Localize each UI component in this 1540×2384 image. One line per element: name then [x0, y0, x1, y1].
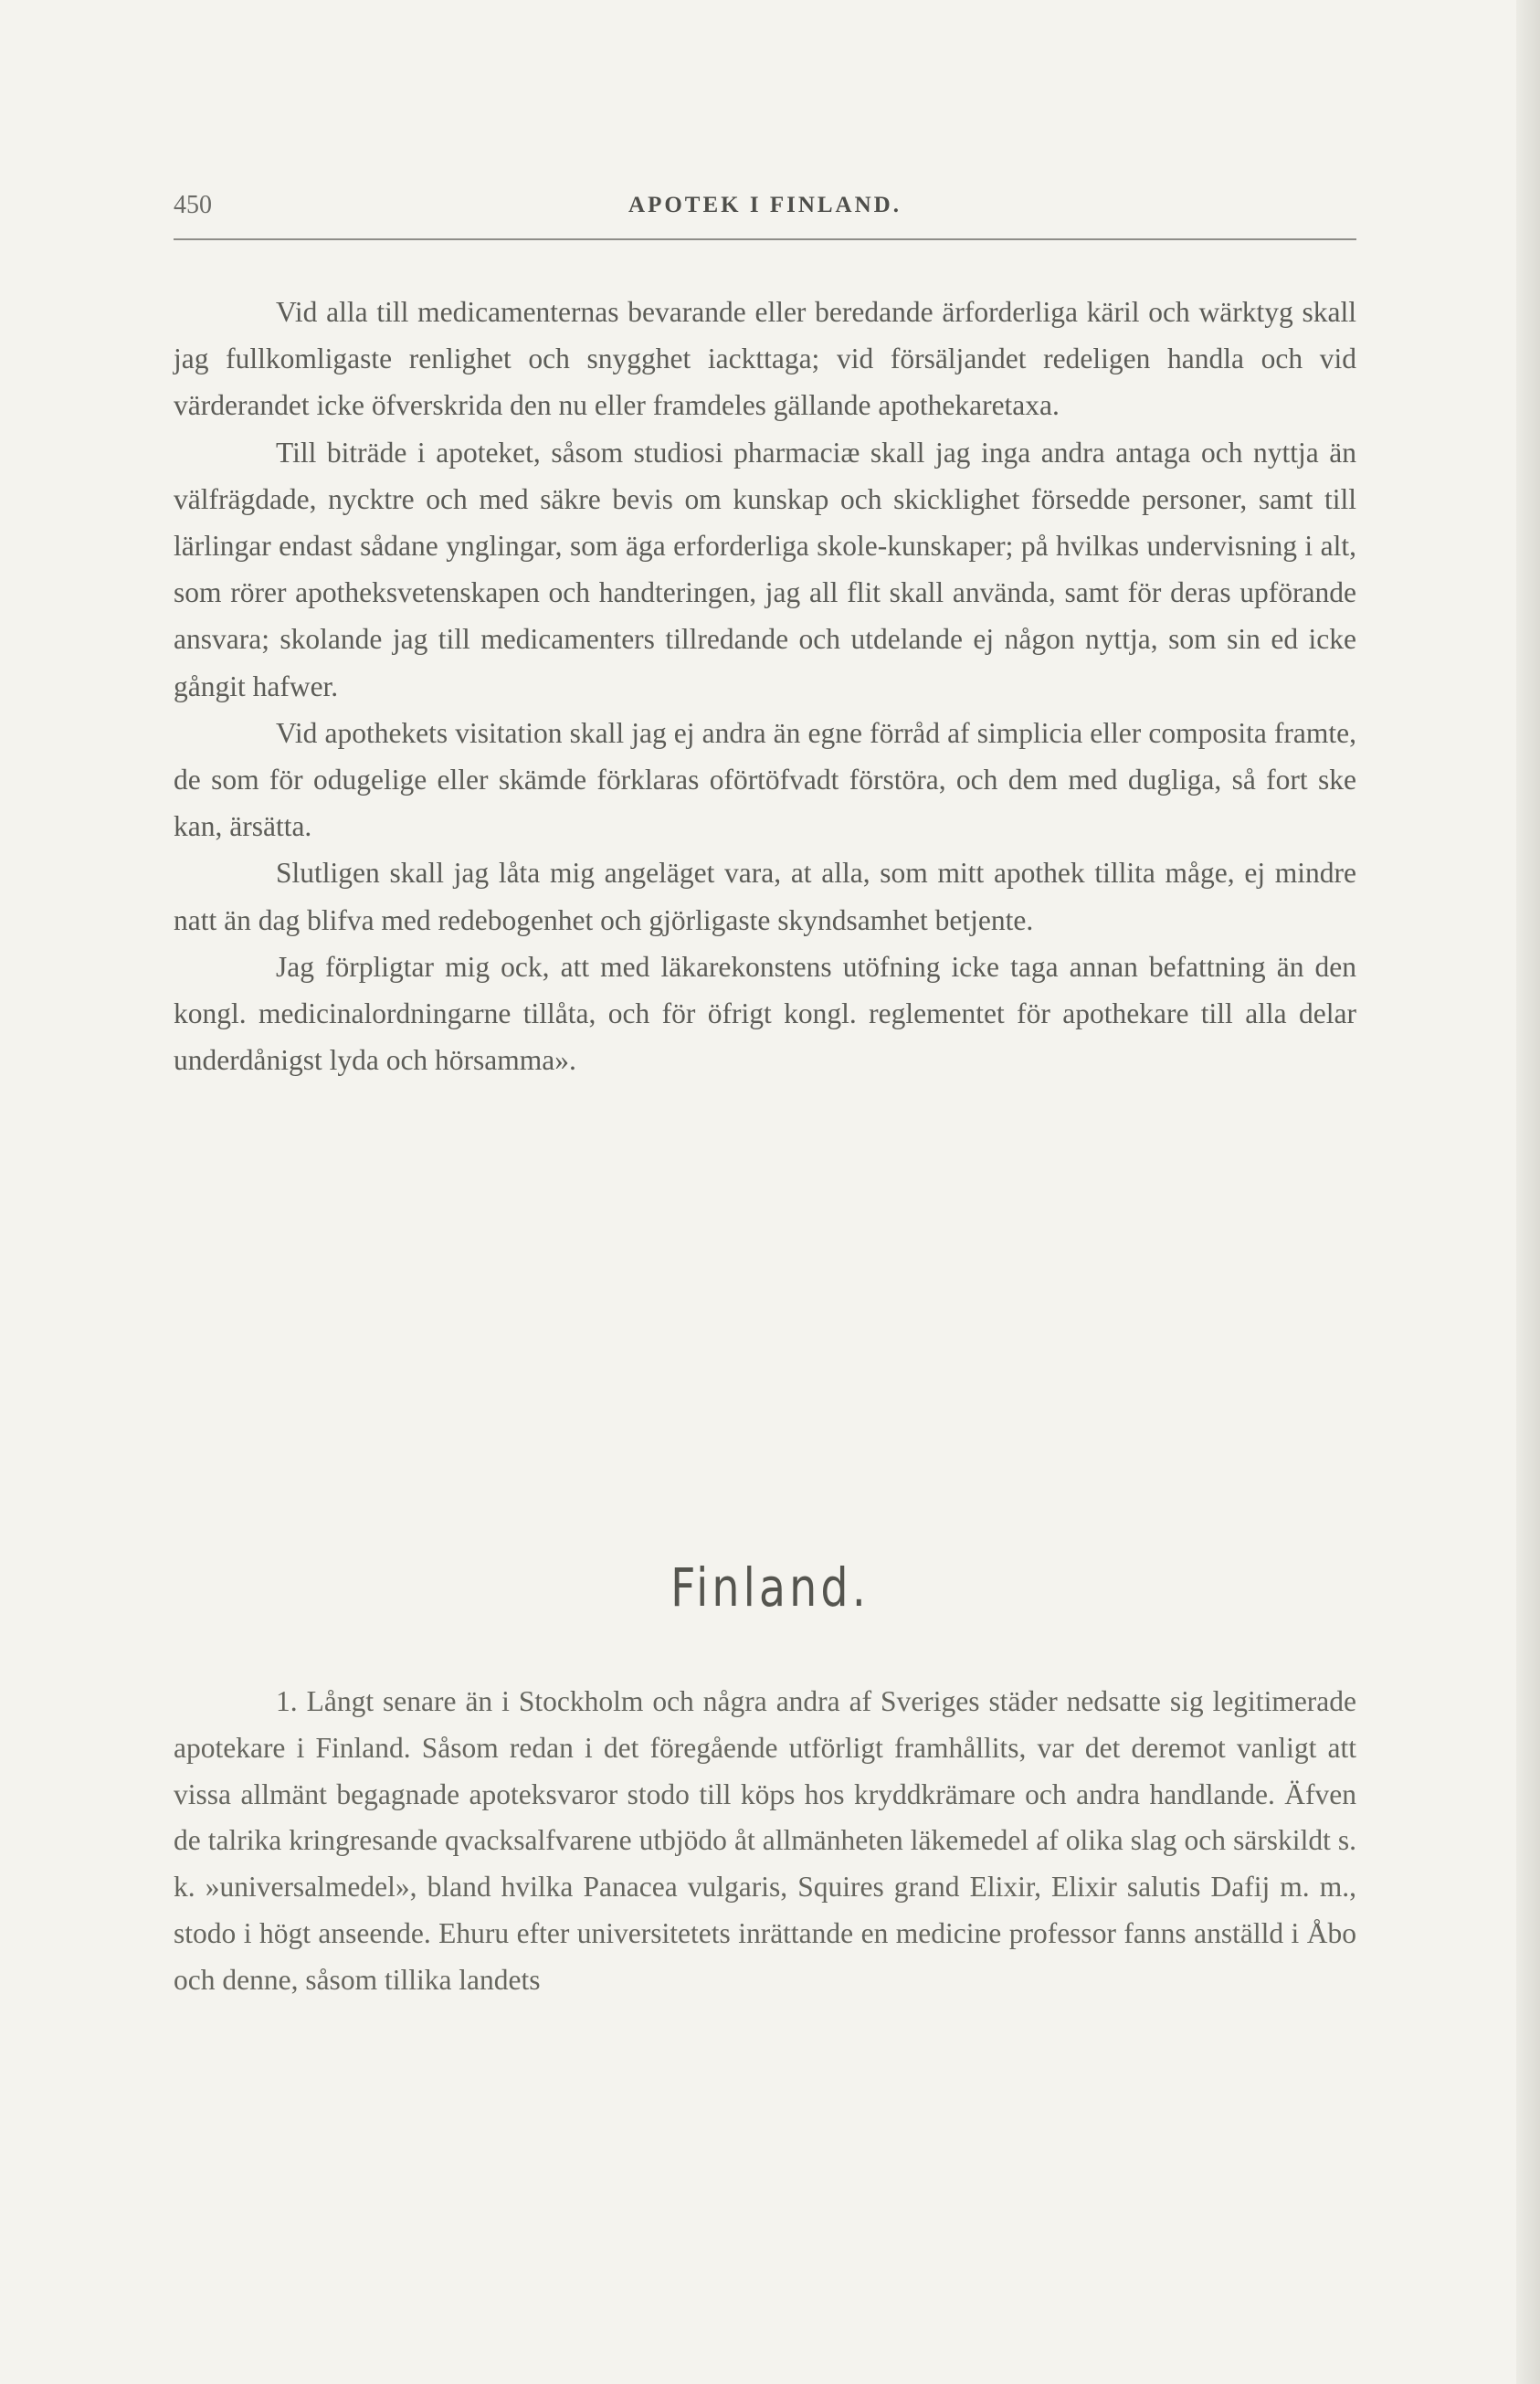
lower-text-block: [174, 1679, 1356, 2004]
page-edge-shadow: [1516, 0, 1540, 2384]
page-header: [174, 187, 1356, 240]
paragraph: Till biträde i apoteket, såsom studiosi pharmaciæ skall jag inga andra antaga och nyttja än välfrägdade, nycktre och med säkre bevis om kunskap och skicklighet försedde personer, samt till lärlingar endast sådane ynglingar, som äga erforderliga skole-kunskaper; på hvilkas undervisning i alt, som rörer apotheksvetenskapen och handteringen, jag all flit skall använda, samt för deras upförande ansvara; skolande jag till medicamenters tillredande och utdelande ej någon nyttja, som sin ed icke gångit hafwer.: [174, 436, 1356, 702]
paragraph: Slutligen skall jag låta mig angeläget vara, at alla, som mitt apothek tillita måge, ej mindre natt än dag blifva med redebogenhet och gjörligaste skyndsamhet betjente.: [174, 857, 1356, 936]
paragraph: 1. Långt senare än i Stockholm och några andra af Sveriges städer nedsatte sig legitimerade apotekare i Finland. Såsom redan i det föregående utförligt framhållits, var det deremot vanligt att vissa allmänt begagnade apoteksvaror stodo till köps hos kryddkrämare och andra handlande. Äfven de talrika kringresande qvacksalfvarene utbjödo åt allmänheten läkemedel af olika slag och särskildt s. k. »universalmedel», bland hvilka Panacea vulgaris, Squires grand Elixir, Elixir salutis Dafij m. m., stodo i högt anseende. Ehuru efter universitetets inrättande en medicine professor fanns anställd i Åbo och denne, såsom tillika landets: [174, 1685, 1356, 1996]
paragraph: Jag förpligtar mig ock, att med läkarekonstens utöfning icke taga annan befattning än den kongl. medicinalordningarne tillåta, och för öfrigt kongl. reglementet för apothekare till alla delar underdånigst lyda och hörsamma».: [174, 950, 1356, 1077]
paragraph: Vid apothekets visitation skall jag ej andra än egne förråd af simplicia eller composita framte, de som för odugelige eller skämde förklaras oförtöfvadt förstöra, och dem med dugliga, så fort ske kan, ärsätta.: [174, 716, 1356, 843]
section-title: Finland.: [670, 1556, 870, 1619]
upper-text-block: [174, 289, 1356, 1083]
page-number: 450: [174, 191, 212, 219]
paragraph: Vid alla till medicamenternas bevarande eller beredande ärforderliga käril och wärktyg skall jag fullkomligaste renlighet och snygghet iackttaga; vid försäljandet redeligen handla och vid värderandet icke öfverskrida den nu eller framdeles gällande apothekaretaxa.: [174, 296, 1356, 422]
running-head: APOTEK I FINLAND.: [628, 193, 902, 217]
